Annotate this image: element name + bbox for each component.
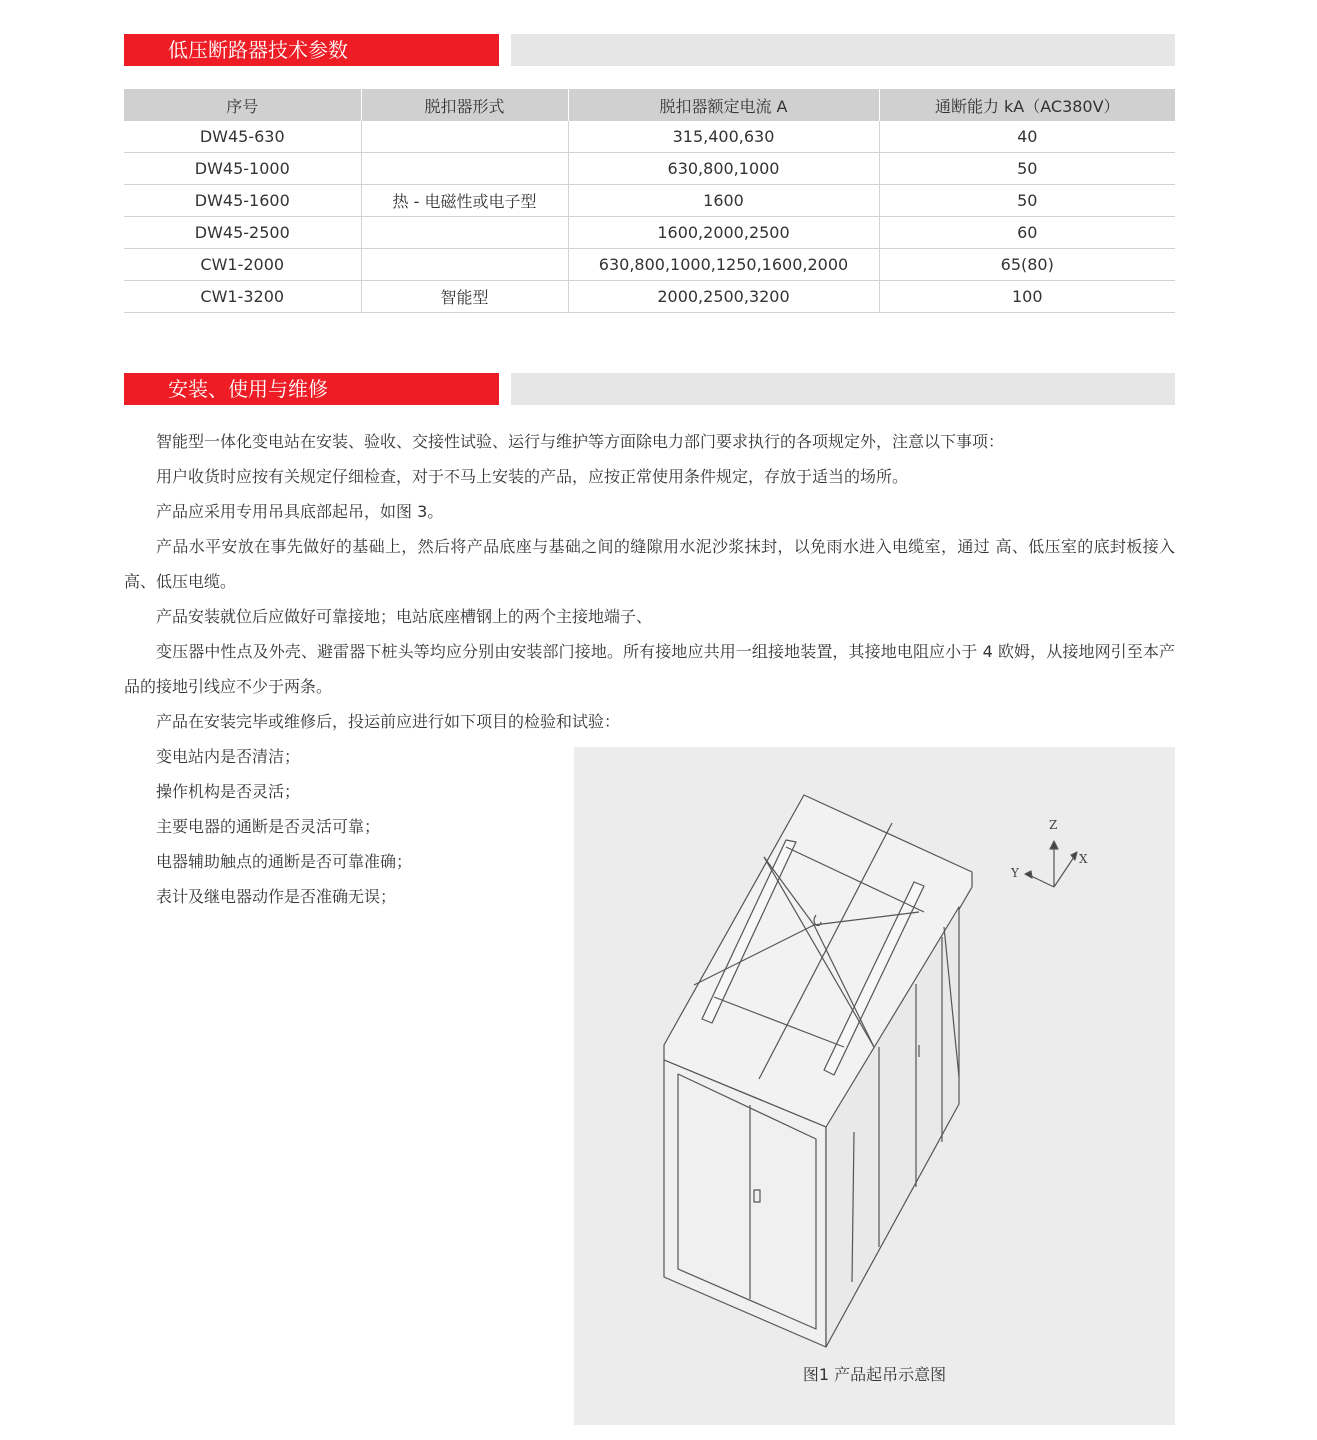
header-release: 脱扣器形式 <box>361 89 568 121</box>
header-capacity: 通断能力 kA（AC380V） <box>879 89 1175 121</box>
section-title: 低压断路器技术参数 <box>168 38 348 62</box>
checklist-item: 操作机构是否灵活； <box>156 782 301 801</box>
cell-model: DW45-630 <box>124 121 361 153</box>
table-row <box>124 121 1175 153</box>
table-row <box>124 185 1175 217</box>
cell-capacity: 50 <box>879 185 1175 217</box>
header-current: 脱扣器额定电流 A <box>568 89 879 121</box>
section-title: 安装、使用与维修 <box>168 377 328 401</box>
cell-model: CW1-2000 <box>124 249 361 281</box>
checklist-item: 变电站内是否清洁； <box>156 747 301 766</box>
cell-release: 智能型 <box>361 281 568 313</box>
table-row <box>124 153 1175 185</box>
paragraph: 用户收货时应按有关规定仔细检查，对于不马上安装的产品，应按正常使用条件规定，存放于适当的场所。 <box>156 467 909 486</box>
cell-model: DW45-1000 <box>124 153 361 185</box>
cell-capacity: 65(80) <box>879 249 1175 281</box>
cell-current: 1600,2000,2500 <box>568 217 879 249</box>
cell-capacity: 40 <box>879 121 1175 153</box>
table-row <box>124 217 1175 249</box>
axis-x-line <box>1054 857 1074 887</box>
section-title-bar <box>124 34 499 66</box>
paragraph: 产品安装就位后应做好可靠接地；电站底座槽钢上的两个主接地端子、 <box>156 607 653 626</box>
lifting-figure <box>574 747 1175 1425</box>
paragraph: 产品在安装完毕或维修后，投运前应进行如下项目的检验和试验： <box>156 712 621 731</box>
substation-lifting-drawing <box>574 747 1175 1425</box>
paragraph: 智能型一体化变电站在安装、验收、交接性试验、运行与维护等方面除电力部门要求执行的各项规定外，注意以下事项： <box>156 432 1005 451</box>
cell-current: 630,800,1000,1250,1600,2000 <box>568 249 879 281</box>
paragraph: 产品水平安放在事先做好的基础上，然后将产品底座与基础之间的缝隙用水泥沙浆抹封，以免雨水进入电缆室，通过 高、低压室的底封板接入高、低压电缆。 <box>124 537 1175 591</box>
section-header-filler <box>511 373 1175 405</box>
section-title-bar <box>124 373 499 405</box>
cell-current: 2000,2500,3200 <box>568 281 879 313</box>
axis-y-line <box>1029 875 1054 887</box>
axis-x-label: X <box>1079 852 1088 866</box>
cell-release <box>361 121 568 153</box>
section-header-params <box>124 34 1175 66</box>
section-header-install <box>124 373 1175 405</box>
cell-capacity: 60 <box>879 217 1175 249</box>
cell-current: 315,400,630 <box>568 121 879 153</box>
checklist-item: 表计及继电器动作是否准确无误； <box>156 887 397 906</box>
checklist-item: 电器辅助触点的通断是否可靠准确； <box>156 852 413 871</box>
axis-z-label: Z <box>1049 818 1058 832</box>
cell-capacity: 100 <box>879 281 1175 313</box>
cell-current: 630,800,1000 <box>568 153 879 185</box>
paragraph: 变压器中性点及外壳、避雷器下桩头等均应分别由安装部门接地。所有接地应共用一组接地装置，其接地电阻应小于 4 欧姆，从接地网引至本产品的接地引线应不少于两条。 <box>124 642 1175 696</box>
header-model: 序号 <box>124 89 361 121</box>
cell-release <box>361 217 568 249</box>
table-header-row <box>124 89 1175 121</box>
axis-y-arrow <box>1025 871 1032 878</box>
params-table <box>124 89 1175 313</box>
checklist-item: 主要电器的通断是否灵活可靠； <box>156 817 381 836</box>
table-row <box>124 249 1175 281</box>
cell-model: CW1-3200 <box>124 281 361 313</box>
cell-model: DW45-2500 <box>124 217 361 249</box>
cell-model: DW45-1600 <box>124 185 361 217</box>
cell-capacity: 50 <box>879 153 1175 185</box>
cell-current: 1600 <box>568 185 879 217</box>
figure-caption: 图1 产品起吊示意图 <box>802 1365 947 1384</box>
cell-release: 热 - 电磁性或电子型 <box>361 185 568 217</box>
axis-y-label: Y <box>1011 866 1019 880</box>
axis-x-arrow <box>1071 852 1077 860</box>
axis-z-arrow <box>1050 841 1058 849</box>
cell-release <box>361 249 568 281</box>
cell-release <box>361 153 568 185</box>
table-row <box>124 281 1175 313</box>
section-header-filler <box>511 34 1175 66</box>
paragraph: 产品应采用专用吊具底部起吊，如图 3。 <box>156 502 444 521</box>
